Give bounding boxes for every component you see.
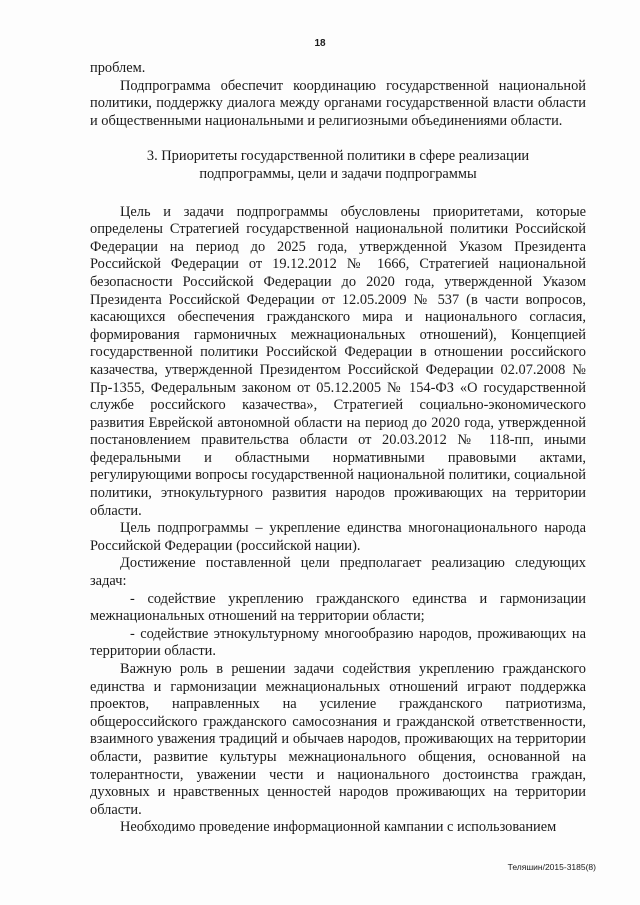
document-body <box>90 60 586 837</box>
paragraph: Цель и задачи подпрограммы обусловлены приоритетами, которые определены Стратегией государственной национальной политики Российской Федерации на период до 2025 года, утвержденной Указом Президента Российской Федерации от 19.12.2012 № 1666, Стратегией национальной безопасности Российской Федерации до 2020 года, утвержденной Указом Президента Российской Федерации от 12.05.2009 № 537 (в части вопросов, касающихся обеспечения гражданского мира и национального согласия, формирования гармоничных межнациональных отношений), Концепцией государственной политики Российской Федерации в отношении российского казачества, утвержденной Президентом Российской Федерации 02.07.2008 № Пр-1355, Федеральным законом от 05.12.2005 № 154-ФЗ «О государственной службе российского казачества», Стратегией социально-экономического развития Еврейской автономной области на период до 2020 года, утвержденной постановлением правительства области от 20.03.2012 № 118-пп, иными федеральными и областными нормативными правовыми актами, регулирующими вопросы государственной национальной политики, социальной политики, этнокультурного развития народов проживающих на территории области. <box>90 203 586 519</box>
section-heading-line: подпрограммы, цели и задачи подпрограммы <box>199 165 477 182</box>
paragraph: Необходимо проведение информационной кампании с использованием <box>120 819 557 836</box>
task-item: - содействие этнокультурному многообразию народов, проживающих на территории области. <box>90 625 586 660</box>
paragraph: проблем. <box>90 60 146 76</box>
paragraph: Подпрограмма обеспечит координацию государственной национальной политики, поддержку диалога между органами государственной власти области и общественными национальными и религиозными объединениями области. <box>90 77 586 129</box>
page-number: 18 <box>314 38 326 49</box>
section-heading-line: 3. Приоритеты государственной политики в сфере реализации <box>146 148 530 165</box>
paragraph: Достижение поставленной цели предполагает реализацию следующих задач: <box>90 555 586 590</box>
document-code: Теляшин/2015-3185(8) <box>507 862 596 872</box>
task-item: - содействие укреплению гражданского единства и гармонизации межнациональных отношений на территории области; <box>90 590 586 625</box>
paragraph: Важную роль в решении задачи содействия укреплению гражданского единства и гармонизации межнациональных отношений играют поддержка проектов, направленных на усиление гражданского патриотизма, общероссийского гражданского самосознания и гражданской ответственности, взаимного уважения традиций и обычаев народов, проживающих на территории области, развитие культуры межнационального общения, основанной на толерантности, уважении чести и национального достоинства граждан, духовных и нравственных ценностей народов проживающих на территории области. <box>90 661 586 818</box>
section-heading <box>90 148 586 183</box>
paragraph: Цель подпрограммы – укрепление единства многонационального народа Российской Федерации (российской нации). <box>90 520 586 554</box>
